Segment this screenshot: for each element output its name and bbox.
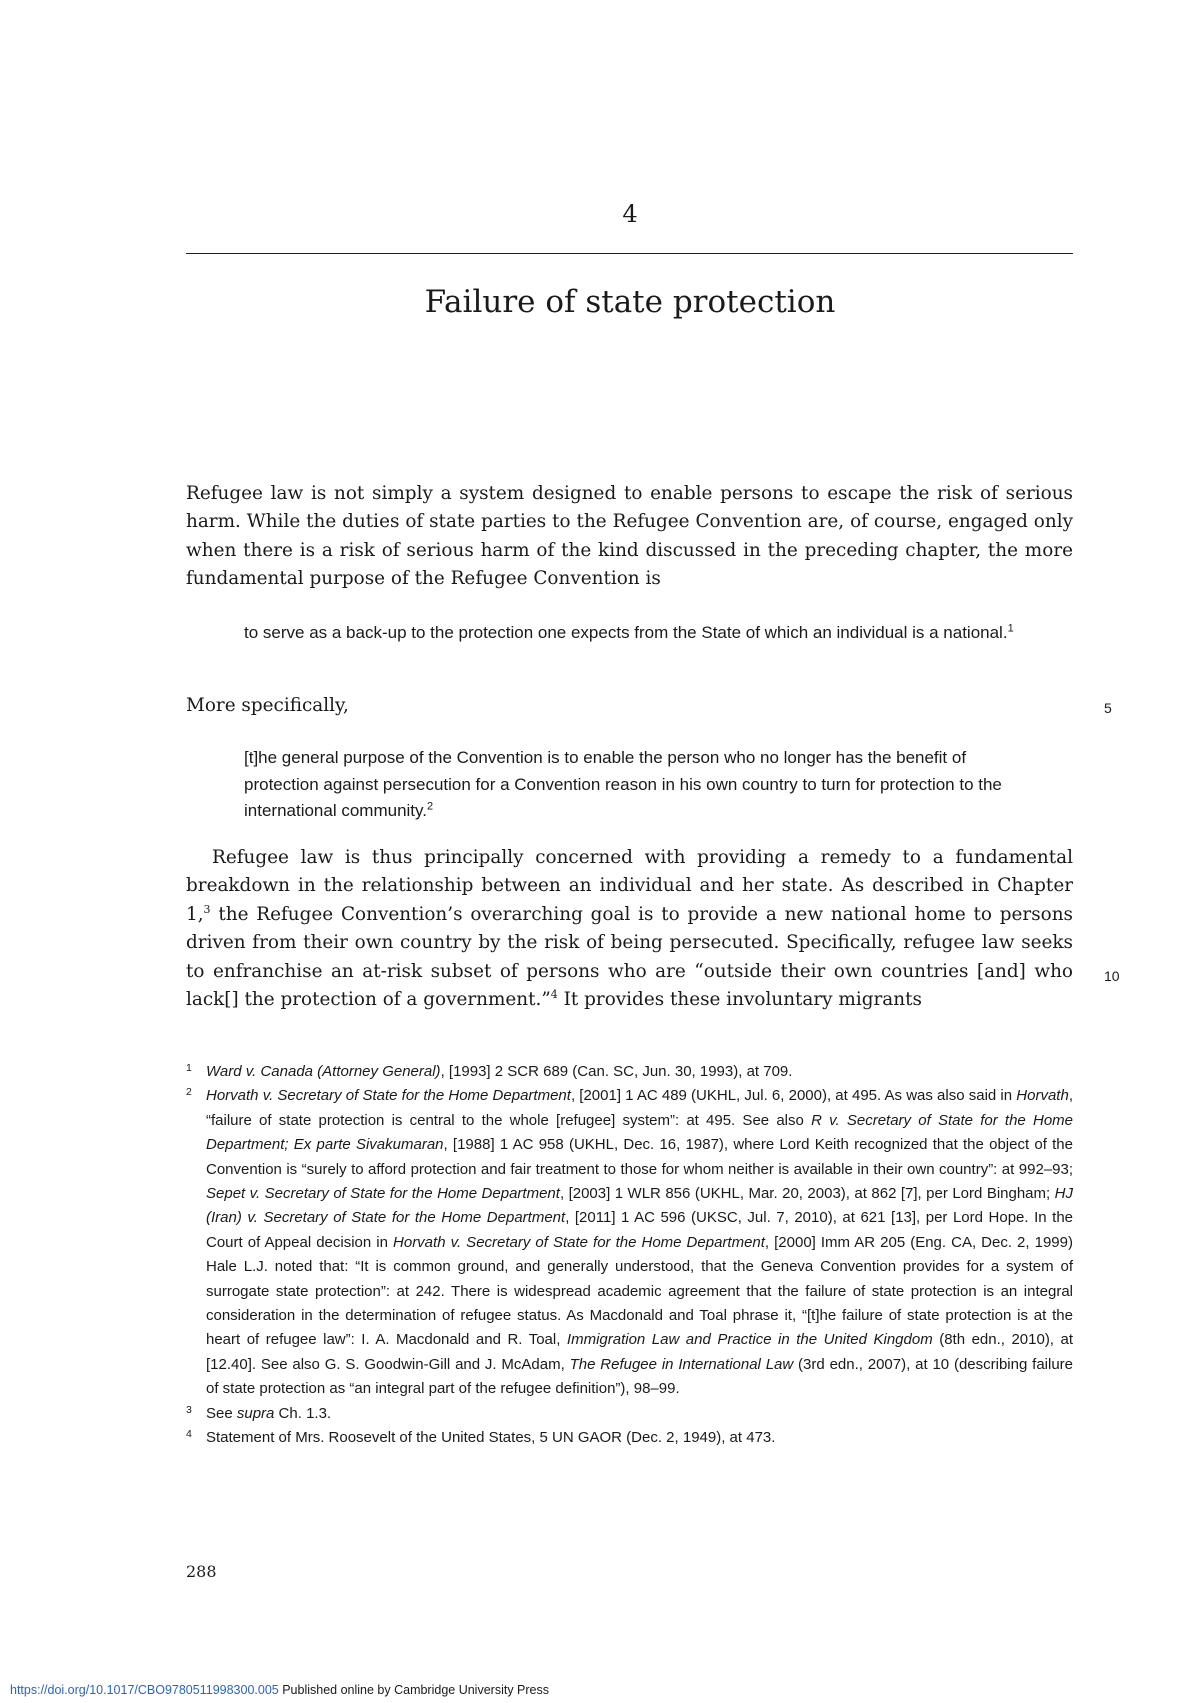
paragraph-more-specifically: More specifically, [186, 695, 349, 716]
footnote-4 [186, 1426, 1073, 1450]
paragraph-main-part-c: It provides these involuntary migrants [557, 989, 922, 1011]
footnote-1 [186, 1060, 1073, 1084]
footnote-2 [186, 1084, 1073, 1401]
chapter-title: Failure of state protection [424, 284, 836, 320]
footnote-3-text: Ch. 1.3. [274, 1404, 332, 1422]
footnote-2-text-8: (3rd edn., 2007), at 10 (describing failure of state protection as “an integral part of the refugee definition”), 98–99. [206, 1355, 1074, 1398]
footnote-4-number: 4 [186, 1428, 192, 1441]
footnote-2-case-sepet: Sepet v. Secretary of State for the Home Department [206, 1185, 560, 1203]
chapter-number: 4 [622, 200, 638, 228]
footnote-2-case-horvath-short: Horvath [1016, 1087, 1069, 1105]
footnote-2-text-3: , [1988] 1 AC 958 (UKHL, Dec. 16, 1987), where Lord Keith recognized that the object of the Convention is “surely to afford protection and fair treatment to those for whom neither is available in their own country”: at 992–93; [206, 1136, 1073, 1178]
footnote-1-case: Ward v. Canada (Attorney General) [206, 1063, 441, 1080]
paragraph-main [186, 844, 1073, 1014]
footnote-ref-4[interactable]: 4 [550, 987, 558, 1001]
footnote-2-number: 2 [186, 1086, 192, 1099]
footnote-2-text-5: , [2011] 1 AC 596 (UKSC, Jul. 7, 2010), at 621 [13], per Lord Hope. In the Court of Appeal decision in [206, 1209, 1073, 1251]
block-quote-1 [244, 620, 1024, 647]
footnote-ref-1[interactable]: 1 [1007, 622, 1014, 635]
paragraph-main-part-a: Refugee law is thus principally concerned with providing a remedy to a fundamental breakdown in the relationship between an individual and her state. As described in Chapter 1, [186, 847, 1073, 925]
published-notice: Published online by Cambridge University Press [278, 1683, 549, 1697]
footer-bar [10, 1683, 549, 1697]
footnote-3-pre: See [206, 1404, 237, 1422]
footnote-2-text-2: , “failure of state protection is central to the whole [refugee] system”: at 495. See also [206, 1087, 1073, 1129]
footnote-3-supra: supra [236, 1404, 275, 1422]
footnote-1-number: 1 [186, 1062, 192, 1074]
footnote-2-text-7: (8th edn., 2010), at [12.40]. See also G. S. Goodwin-Gill and J. McAdam, [206, 1331, 1074, 1373]
footnote-2-case-horvath-ca: Horvath v. Secretary of State for the Home Department [393, 1233, 765, 1251]
footnote-2-book-macdonald: Immigration Law and Practice in the United Kingdom [566, 1331, 933, 1349]
quote-1-text: to serve as a back-up to the protection one expects from the State of which an individual is a national. [244, 623, 1008, 642]
footnote-2-case-sivakumaran: R v. Secretary of State for the Home Department; Ex parte Sivakumaran [206, 1111, 1073, 1154]
footnote-4-text: Statement of Mrs. Roosevelt of the United States, 5 UN GAOR (Dec. 2, 1949), at 473. [206, 1429, 776, 1447]
paragraph-intro: Refugee law is not simply a system designed to enable persons to escape the risk of serious harm. While the duties of state parties to the Refugee Convention are, of course, engaged only when there is a risk of serious harm of the kind discussed in the preceding chapter, the more fundamental purpose of the Refugee Convention is [186, 483, 1073, 590]
footnote-3-number: 3 [186, 1403, 192, 1416]
footnote-ref-2[interactable]: 2 [427, 800, 434, 813]
paragraph-main-part-b: the Refugee Convention’s overarching goal is to provide a new national home to persons driven from their own country by the risk of being persecuted. Specifically, refugee law seeks to enfranchise an at-risk subset of persons who are “outside their own countries [and] who lack[] the protection of a government.” [186, 903, 1073, 1011]
footnote-2-text-6: , [2000] Imm AR 205 (Eng. CA, Dec. 2, 1999) Hale L.J. noted that: “It is common ground, and generally understood, that the Geneva Convention provides for a system of surrogate state protection”: at 242. There is widespread academic agreement that the failure of state protection is an integral consideration in the determination of refugee status. As Macdonald and Toal phrase it, “[t]he failure of state protection is at the heart of refugee law”: I. A. Macdonald and R. Toal, [206, 1233, 1073, 1349]
quote-2-text: [t]he general purpose of the Convention is to enable the person who no longer has the benefit of protection against persecution for a Convention reason in his own country to turn for protection to the international community. [244, 748, 1002, 820]
footnote-2-case-horvath: Horvath v. Secretary of State for the Home Department [206, 1087, 571, 1105]
footnote-2-text-1: , [2001] 1 AC 489 (UKHL, Jul. 6, 2000), at 495. As was also said in [570, 1087, 1017, 1105]
footnotes-section [186, 1060, 1073, 1451]
footnote-1-text: , [1993] 2 SCR 689 (Can. SC, Jun. 30, 1993), at 709. [440, 1063, 793, 1080]
line-number-5: 5 [1104, 700, 1112, 716]
footnote-2-case-hj-iran: HJ (Iran) v. Secretary of State for the Home Department [206, 1185, 1073, 1227]
page-number: 288 [186, 1562, 217, 1581]
footnote-ref-3[interactable]: 3 [203, 902, 211, 916]
footnote-3 [186, 1402, 1073, 1426]
line-number-10: 10 [1104, 968, 1120, 984]
footnote-2-book-goodwin-gill: The Refugee in International Law [569, 1355, 794, 1373]
chapter-rule [186, 253, 1073, 254]
doi-link[interactable]: https://doi.org/10.1017/CBO9780511998300.005 [10, 1683, 279, 1697]
footnote-2-text-4: , [2003] 1 WLR 856 (UKHL, Mar. 20, 2003), at 862 [7], per Lord Bingham; [559, 1185, 1055, 1203]
block-quote-2 [244, 745, 1024, 825]
